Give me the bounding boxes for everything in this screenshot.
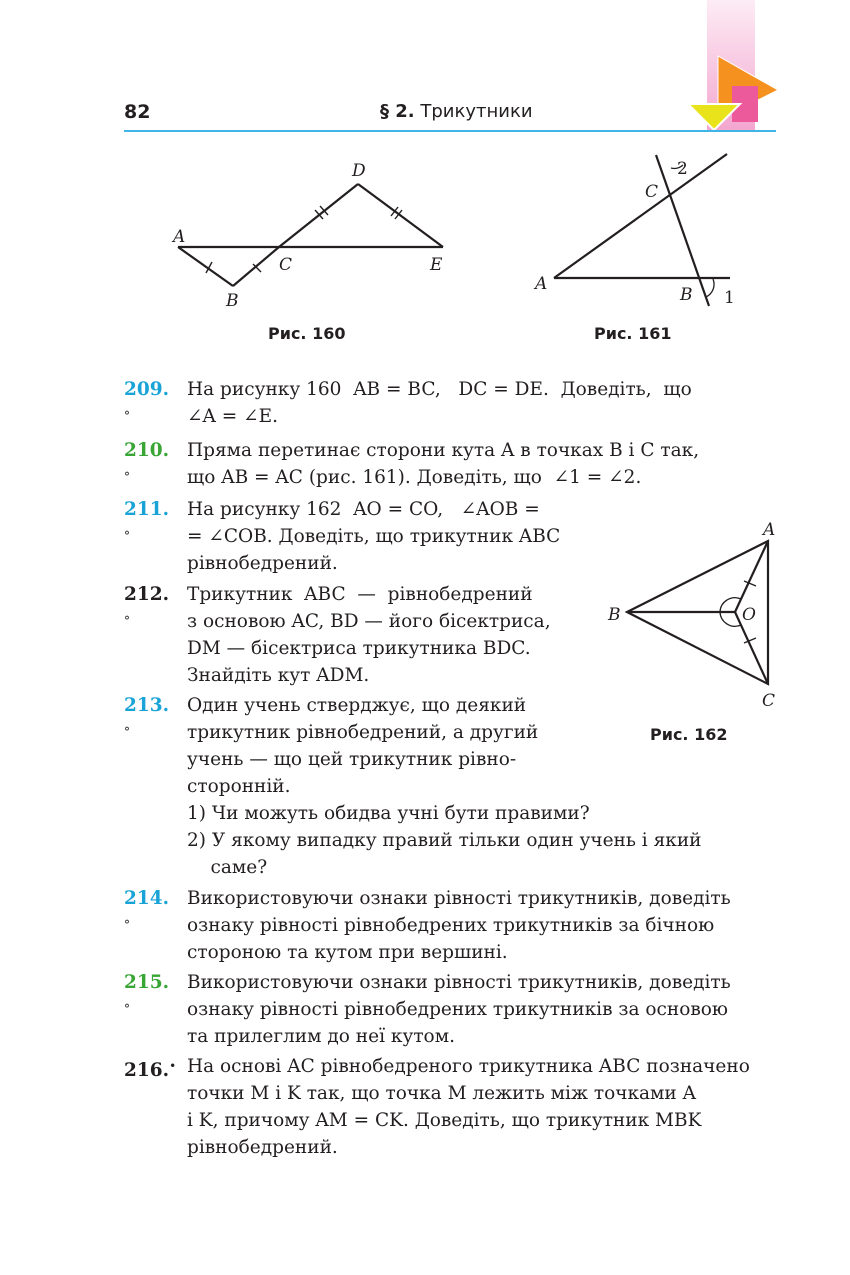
figure-160 xyxy=(178,184,443,286)
fig160-label-c: C xyxy=(279,255,293,275)
section-mark: § 2. xyxy=(380,101,415,122)
fig162-label-b: B xyxy=(608,605,621,625)
problem-number: 209.° xyxy=(124,379,170,423)
fig161-label-b: B xyxy=(680,285,693,305)
problem-text: Використовуючи ознаки рівності трикутників, доведіть ознаку рівності рівнобедрених трикутників за основою та прилеглим до неї кутом. xyxy=(187,972,731,1047)
fig162-caption: Рис. 162 xyxy=(650,725,728,744)
problem-number: 212.° xyxy=(124,584,170,628)
fig160-label-e: E xyxy=(430,255,443,275)
problem-text: Один учень стверджує, що деякий трикутник рівнобедрений, а другий учень — що цей трикутник рівно- сторонній. 1) Чи можуть обидва учні бути правими? 2) У якому випадку правий тільки один учень і який саме? xyxy=(187,695,702,878)
fig161-label-angle-2: 2 xyxy=(677,159,688,179)
problem-text: На рисунку 160 AB = BC, DC = DE. Доведіть, що ∠A = ∠E. xyxy=(187,379,692,427)
problem-number: 211.° xyxy=(124,499,170,543)
fig161-caption: Рис. 161 xyxy=(594,324,672,343)
problem-number: 215.° xyxy=(124,972,170,1016)
fig160-label-d: D xyxy=(352,161,366,181)
problem-text: На основі AC рівнобедреного трикутника ABC позначено точки M і K так, що точка M лежить між точками A і K, причому AM = CK. Доведіть, що трикутник MBK рівнобедрений. xyxy=(187,1056,750,1158)
fig161-label-angle-1: 1 xyxy=(724,288,735,308)
problem-number: 213.° xyxy=(124,695,170,739)
problem-number: 216.• xyxy=(124,1059,177,1081)
fig160-label-a: A xyxy=(173,227,186,247)
fig161-label-c: C xyxy=(645,182,659,202)
fig162-label-a: A xyxy=(763,520,776,540)
fig160-caption: Рис. 160 xyxy=(268,324,346,343)
problem-number: 210.° xyxy=(124,440,170,484)
problem-text: Пряма перетинає сторони кута A в точках B і C так, що AB = AC (рис. 161). Доведіть, що ∠1 = ∠2. xyxy=(187,440,700,488)
fig160-label-b: B xyxy=(226,291,239,311)
fig162-label-o: O xyxy=(742,605,756,625)
fig162-label-c: C xyxy=(762,691,776,711)
section-title-text: Трикутники xyxy=(420,101,533,122)
page-number: 82 xyxy=(124,101,151,123)
fig161-label-a: A xyxy=(535,274,548,294)
problem-text: Трикутник ABC — рівнобедрений з основою AC, BD — його бісектриса, DM — бісектриса трикутника BDC. Знайдіть кут ADM. xyxy=(187,584,551,686)
problem-text: Використовуючи ознаки рівності трикутників, доведіть ознаку рівності рівнобедрених трикутників за бічною стороною та кутом при вершині. xyxy=(187,888,731,963)
problem-number: 214.° xyxy=(124,888,170,932)
figure-161 xyxy=(554,154,730,306)
problem-text: На рисунку 162 AO = CO, ∠AOB = = ∠COB. Доведіть, що трикутник ABC рівнобедрений. xyxy=(187,499,561,574)
